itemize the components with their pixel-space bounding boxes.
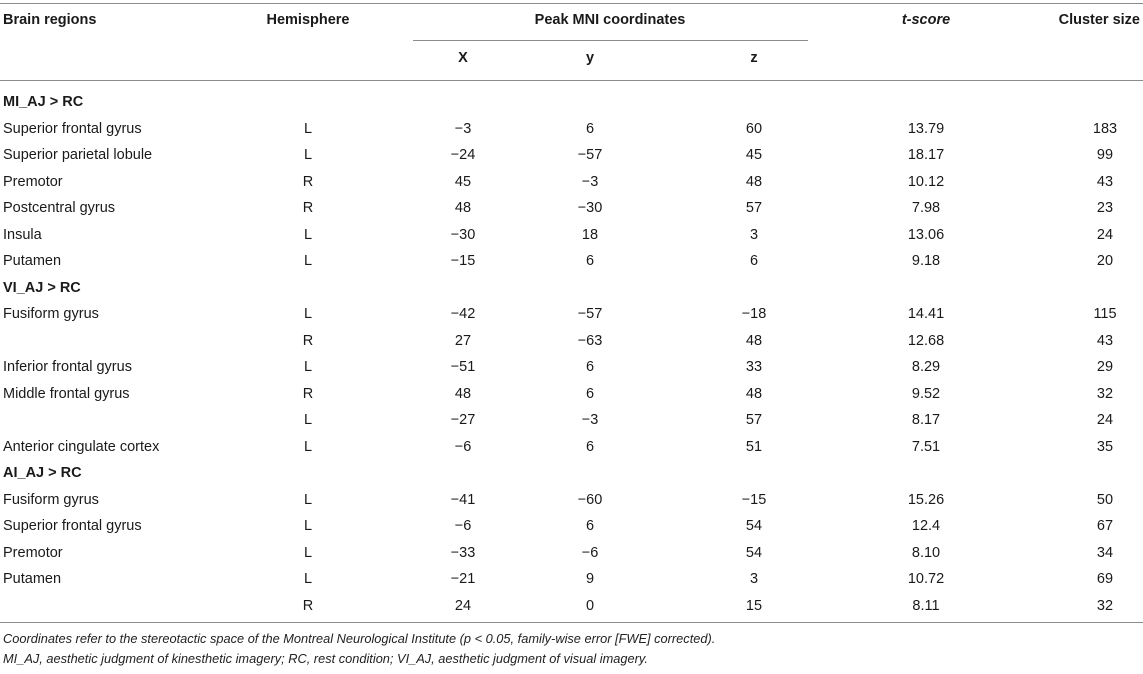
region-cell: Fusiform gyrus <box>3 491 99 508</box>
x-coordinate-cell: −27 <box>450 412 476 428</box>
header-t-score: t-score <box>901 12 951 28</box>
t-score-cell: 9.18 <box>911 253 941 269</box>
cluster-size-cell: 115 <box>1093 306 1117 322</box>
hemisphere-cell: R <box>302 200 314 216</box>
cluster-size-cell: 183 <box>1092 120 1118 137</box>
t-score-cell: 7.51 <box>911 438 941 455</box>
region-cell: Fusiform gyrus <box>3 306 99 322</box>
region-cell: Inferior frontal gyrus <box>3 359 132 375</box>
z-coordinate-cell: 54 <box>745 544 763 561</box>
hemisphere-cell: L <box>303 412 313 428</box>
z-coordinate-cell: 3 <box>749 571 759 587</box>
x-coordinate-cell: −42 <box>450 306 476 322</box>
header-x: X <box>458 50 468 66</box>
t-score-cell: 10.72 <box>907 571 945 587</box>
header-bottom-rule <box>0 80 1143 81</box>
t-score-cell: 12.4 <box>911 518 941 534</box>
z-coordinate-cell: −18 <box>741 306 767 322</box>
group-label: AI_AJ > RC <box>3 465 82 481</box>
hemisphere-cell: L <box>303 518 313 534</box>
table-body <box>0 90 1143 620</box>
group-row <box>0 276 1143 303</box>
z-coordinate-cell: 57 <box>745 200 763 216</box>
t-score-cell: 13.79 <box>907 120 945 137</box>
table-bottom-rule <box>0 622 1143 623</box>
header-cluster-size: Cluster size <box>1058 12 1140 28</box>
region-cell: Superior parietal lobule <box>3 147 153 163</box>
cluster-size-cell: 24 <box>1096 226 1114 243</box>
hemisphere-cell: L <box>303 306 313 322</box>
t-score-cell: 13.06 <box>907 226 945 243</box>
x-coordinate-cell: −30 <box>450 226 476 243</box>
z-coordinate-cell: 48 <box>745 332 763 349</box>
region-cell: Putamen <box>3 571 62 587</box>
t-score-cell: 8.17 <box>911 412 941 428</box>
region-cell: Postcentral gyrus <box>3 200 116 216</box>
x-coordinate-cell: −33 <box>450 544 476 561</box>
hemisphere-cell: L <box>303 253 313 269</box>
hemisphere-cell: L <box>303 147 313 163</box>
t-score-cell: 10.12 <box>907 173 945 190</box>
table-row <box>0 302 1143 329</box>
x-coordinate-cell: 48 <box>454 385 472 402</box>
cluster-size-cell: 43 <box>1096 173 1114 190</box>
cluster-size-cell: 99 <box>1096 147 1114 163</box>
y-coordinate-cell: 6 <box>585 518 595 534</box>
z-coordinate-cell: 57 <box>745 412 763 428</box>
cluster-size-cell: 24 <box>1096 412 1114 428</box>
header-brain-regions: Brain regions <box>3 12 97 28</box>
region-cell: Anterior cingulate cortex <box>3 438 160 455</box>
z-coordinate-cell: 15 <box>745 597 763 614</box>
hemisphere-cell: L <box>303 491 313 508</box>
cluster-size-cell: 29 <box>1096 359 1114 375</box>
hemisphere-cell: L <box>303 120 313 137</box>
hemisphere-cell: R <box>302 332 314 349</box>
x-coordinate-cell: 45 <box>454 173 472 190</box>
z-coordinate-cell: 3 <box>749 226 759 243</box>
cluster-size-cell: 69 <box>1096 571 1114 587</box>
y-coordinate-cell: −30 <box>577 200 603 216</box>
cluster-size-cell: 20 <box>1096 253 1114 269</box>
hemisphere-cell: L <box>303 226 313 243</box>
hemisphere-cell: R <box>302 597 314 614</box>
header-hemisphere: Hemisphere <box>266 12 350 28</box>
table-row <box>0 196 1143 223</box>
table-row <box>0 355 1143 382</box>
x-coordinate-cell: −6 <box>454 438 472 455</box>
table-row <box>0 382 1143 409</box>
cluster-size-cell: 23 <box>1096 200 1114 216</box>
y-coordinate-cell: −57 <box>577 306 603 322</box>
footnote-abbreviations: MI_AJ, aesthetic judgment of kinesthetic imagery; RC, rest condition; VI_AJ, aesthetic judgment of visual imagery. <box>3 651 648 666</box>
region-cell: Premotor <box>3 173 63 190</box>
cluster-size-cell: 32 <box>1096 385 1114 402</box>
table-footnotes <box>3 629 715 669</box>
table-top-rule <box>0 3 1143 4</box>
x-coordinate-cell: −6 <box>454 518 472 534</box>
cluster-size-cell: 35 <box>1096 438 1114 455</box>
header-peak-mni: Peak MNI coordinates <box>534 12 686 28</box>
z-coordinate-cell: 48 <box>745 173 763 190</box>
header-y: y <box>585 50 595 66</box>
t-score-cell: 8.29 <box>911 359 941 375</box>
x-coordinate-cell: −51 <box>450 359 476 375</box>
y-coordinate-cell: 6 <box>585 438 595 455</box>
y-coordinate-cell: 6 <box>585 253 595 269</box>
t-score-cell: 18.17 <box>907 147 945 163</box>
z-coordinate-cell: −15 <box>741 491 767 508</box>
table-row <box>0 514 1143 541</box>
table-row <box>0 488 1143 515</box>
region-cell: Superior frontal gyrus <box>3 120 142 137</box>
footnote-coordinates: Coordinates refer to the stereotactic space of the Montreal Neurological Institute (p < 0.05, family-wise error [FWE] corrected). <box>3 631 716 646</box>
hemisphere-cell: R <box>302 173 314 190</box>
table-row <box>0 435 1143 462</box>
table-row <box>0 567 1143 594</box>
region-cell: Superior frontal gyrus <box>3 518 142 534</box>
t-score-cell: 14.41 <box>907 306 945 322</box>
region-cell: Putamen <box>3 253 62 269</box>
t-score-cell: 15.26 <box>907 491 945 508</box>
z-coordinate-cell: 48 <box>745 385 763 402</box>
cluster-size-cell: 50 <box>1096 491 1114 508</box>
peak-header-rule <box>413 40 808 41</box>
group-label: MI_AJ > RC <box>3 94 84 110</box>
region-cell: Premotor <box>3 544 63 561</box>
x-coordinate-cell: −24 <box>450 147 476 163</box>
hemisphere-cell: L <box>303 438 313 455</box>
region-cell: Insula <box>3 226 42 243</box>
table-row <box>0 143 1143 170</box>
y-coordinate-cell: 0 <box>585 597 595 614</box>
header-z: z <box>750 50 758 66</box>
x-coordinate-cell: −3 <box>454 120 472 137</box>
t-score-cell: 9.52 <box>911 385 941 402</box>
region-cell: Middle frontal gyrus <box>3 385 130 402</box>
y-coordinate-cell: −63 <box>577 332 603 349</box>
hemisphere-cell: L <box>303 544 313 561</box>
t-score-cell: 12.68 <box>907 332 945 349</box>
x-coordinate-cell: 27 <box>454 332 472 349</box>
x-coordinate-cell: −41 <box>450 491 476 508</box>
group-label: VI_AJ > RC <box>3 279 81 296</box>
y-coordinate-cell: 6 <box>585 385 595 402</box>
z-coordinate-cell: 45 <box>745 147 763 163</box>
z-coordinate-cell: 54 <box>745 518 763 534</box>
z-coordinate-cell: 6 <box>749 253 759 269</box>
y-coordinate-cell: −6 <box>581 544 599 561</box>
y-coordinate-cell: −57 <box>577 147 603 163</box>
cluster-size-cell: 67 <box>1096 518 1114 534</box>
z-coordinate-cell: 60 <box>745 120 763 137</box>
x-coordinate-cell: −15 <box>450 253 476 269</box>
table-row <box>0 594 1143 621</box>
table-row <box>0 223 1143 250</box>
t-score-cell: 8.11 <box>912 597 940 614</box>
cluster-size-cell: 34 <box>1096 544 1114 561</box>
cluster-size-cell: 43 <box>1096 332 1114 349</box>
y-coordinate-cell: −60 <box>577 491 603 508</box>
y-coordinate-cell: 9 <box>585 571 595 587</box>
y-coordinate-cell: 6 <box>585 359 595 375</box>
table-row <box>0 170 1143 197</box>
x-coordinate-cell: −21 <box>450 571 476 587</box>
y-coordinate-cell: −3 <box>581 173 599 190</box>
hemisphere-cell: L <box>303 359 313 375</box>
hemisphere-cell: L <box>303 571 313 587</box>
x-coordinate-cell: 48 <box>454 200 472 216</box>
t-score-cell: 7.98 <box>911 200 941 216</box>
table-row <box>0 408 1143 435</box>
hemisphere-cell: R <box>302 385 314 402</box>
x-coordinate-cell: 24 <box>454 597 472 614</box>
t-score-cell: 8.10 <box>911 544 941 561</box>
table-row <box>0 541 1143 568</box>
table-row <box>0 117 1143 144</box>
cluster-size-cell: 32 <box>1096 597 1114 614</box>
group-row <box>0 461 1143 488</box>
y-coordinate-cell: 18 <box>581 226 599 243</box>
z-coordinate-cell: 33 <box>745 359 763 375</box>
table-row <box>0 329 1143 356</box>
table-row <box>0 249 1143 276</box>
z-coordinate-cell: 51 <box>745 438 763 455</box>
y-coordinate-cell: −3 <box>581 412 599 428</box>
group-row <box>0 90 1143 117</box>
y-coordinate-cell: 6 <box>585 120 595 137</box>
